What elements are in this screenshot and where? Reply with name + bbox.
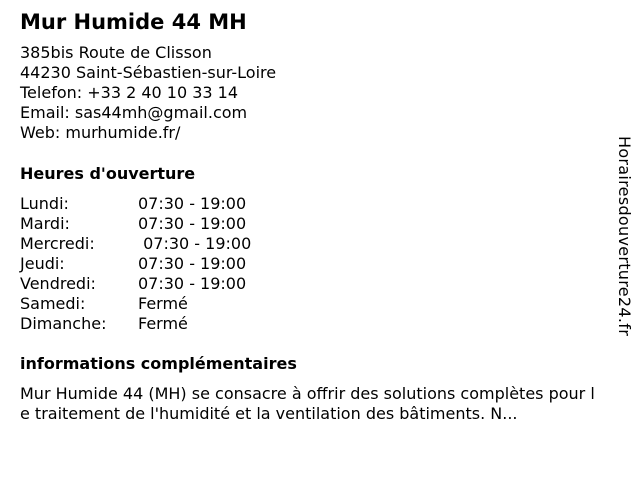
- hours-row-saturday: [20, 294, 320, 314]
- day-label: Samedi:: [20, 294, 86, 313]
- hours-value: Fermé: [138, 314, 188, 333]
- hours-value: 07:30 - 19:00: [138, 234, 252, 253]
- email-address: Email: sas44mh@gmail.com: [20, 103, 248, 122]
- address-street: 385bis Route de Clisson: [20, 43, 212, 62]
- opening-hours-table: [20, 194, 320, 334]
- website-url: Web: murhumide.fr/: [20, 123, 181, 142]
- hours-row-monday: [20, 194, 320, 214]
- business-description: Mur Humide 44 (MH) se consacre à offrir des solutions complètes pour le traitement de l'humidité et la ventilation des bâtiments. N...: [20, 384, 595, 423]
- hours-value: Fermé: [138, 294, 188, 313]
- day-label: Lundi:: [20, 194, 69, 213]
- contact-block: [20, 43, 276, 143]
- hours-row-wednesday: [20, 234, 320, 254]
- additional-info-heading: informations complémentaires: [20, 354, 297, 373]
- hours-value: 07:30 - 19:00: [138, 214, 247, 233]
- opening-hours-heading: Heures d'ouverture: [20, 164, 196, 183]
- business-name: Mur Humide 44 MH: [20, 10, 247, 34]
- hours-row-sunday: [20, 314, 320, 334]
- hours-value: 07:30 - 19:00: [138, 194, 247, 213]
- day-label: Dimanche:: [20, 314, 107, 333]
- phone-number: Telefon: +33 2 40 10 33 14: [20, 83, 239, 102]
- site-watermark: Horairesdouverture24.fr: [615, 136, 634, 337]
- address-city: 44230 Saint-Sébastien-sur-Loire: [20, 63, 277, 82]
- day-label: Mardi:: [20, 214, 70, 233]
- hours-row-tuesday: [20, 214, 320, 234]
- day-label: Jeudi:: [20, 254, 65, 273]
- hours-row-friday: [20, 274, 320, 294]
- hours-value: 07:30 - 19:00: [138, 274, 247, 293]
- day-label: Vendredi:: [20, 274, 96, 293]
- hours-row-thursday: [20, 254, 320, 274]
- hours-value: 07:30 - 19:00: [138, 254, 247, 273]
- day-label: Mercredi:: [20, 234, 95, 253]
